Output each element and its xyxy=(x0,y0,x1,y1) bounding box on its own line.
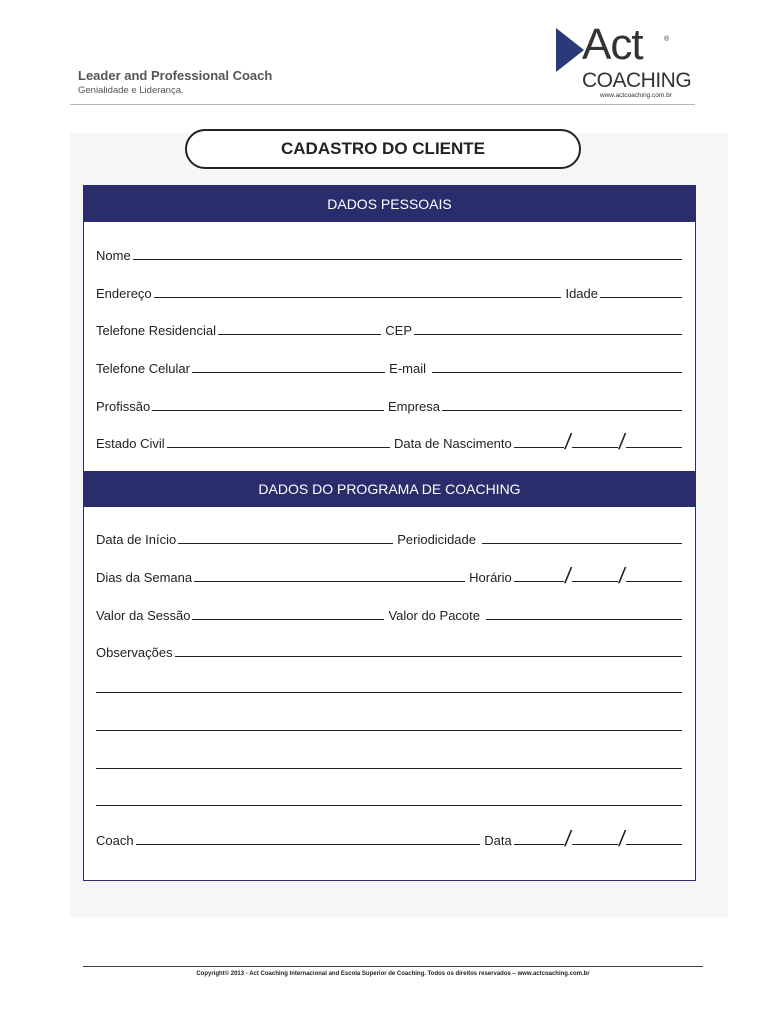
date-separator: / xyxy=(617,429,627,454)
field-periodicidade[interactable] xyxy=(482,543,682,544)
row-endereco xyxy=(96,281,682,301)
field-cep[interactable] xyxy=(414,334,682,335)
label-coach: Coach xyxy=(96,833,134,848)
field-horario-3[interactable] xyxy=(626,581,682,582)
label-idade: Idade xyxy=(565,286,598,301)
field-horario-2[interactable] xyxy=(572,581,618,582)
date-separator: / xyxy=(617,826,627,851)
field-endereco[interactable] xyxy=(154,297,562,298)
label-telefone-residencial: Telefone Residencial xyxy=(96,323,216,338)
label-cep: CEP xyxy=(385,323,412,338)
field-idade[interactable] xyxy=(600,297,682,298)
row-valores xyxy=(96,603,682,623)
field-valor-pacote[interactable] xyxy=(486,619,682,620)
observacoes-line-5[interactable] xyxy=(96,805,682,806)
label-empresa: Empresa xyxy=(387,399,440,414)
label-email: E-mail xyxy=(389,361,426,376)
label-profissao: Profissão xyxy=(96,399,151,414)
section-header-program: DADOS DO PROGRAMA DE COACHING xyxy=(84,471,695,507)
label-periodicidade: Periodicidade xyxy=(397,532,476,547)
label-observacoes: Observações xyxy=(96,645,173,660)
label-nome: Nome xyxy=(96,248,131,263)
row-dias-semana xyxy=(96,563,682,588)
footer-divider xyxy=(83,966,703,967)
field-nascimento-ano[interactable] xyxy=(626,447,682,448)
field-telefone-residencial[interactable] xyxy=(218,334,381,335)
field-nome[interactable] xyxy=(133,259,682,260)
observacoes-line-4[interactable] xyxy=(96,768,682,769)
observacoes-line-3[interactable] xyxy=(96,730,682,731)
label-valor-sessao: Valor da Sessão xyxy=(96,608,191,623)
field-observacoes[interactable] xyxy=(175,656,682,657)
row-nome xyxy=(96,243,682,263)
row-observacoes xyxy=(96,640,682,660)
header-subtitle: Genialidade e Liderança. xyxy=(78,85,184,96)
row-coach xyxy=(96,826,682,851)
section-header-personal: DADOS PESSOAIS xyxy=(84,186,695,222)
row-telefone-residencial xyxy=(96,318,682,338)
logo-brand: Act xyxy=(582,20,643,69)
logo xyxy=(556,20,696,102)
field-data-dia[interactable] xyxy=(514,844,564,845)
field-valor-sessao[interactable] xyxy=(192,619,384,620)
field-profissao[interactable] xyxy=(152,410,384,411)
label-endereco: Endereço xyxy=(96,286,152,301)
label-horario: Horário xyxy=(469,570,512,585)
field-nascimento-mes[interactable] xyxy=(572,447,618,448)
label-valor-pacote: Valor do Pacote xyxy=(388,608,480,623)
header-title: Leader and Professional Coach xyxy=(78,68,273,83)
play-triangle-icon xyxy=(556,28,584,72)
field-email[interactable] xyxy=(432,372,682,373)
field-data-mes[interactable] xyxy=(572,844,618,845)
label-data: Data xyxy=(484,833,512,848)
date-separator: / xyxy=(563,429,573,454)
logo-url: www.actcoaching.com.br xyxy=(600,92,672,99)
date-separator: / xyxy=(563,826,573,851)
row-data-inicio xyxy=(96,527,682,547)
label-data-inicio: Data de Início xyxy=(96,532,177,547)
row-profissao xyxy=(96,394,682,414)
label-dias-semana: Dias da Semana xyxy=(96,570,193,585)
field-horario-1[interactable] xyxy=(514,581,564,582)
field-dias-semana[interactable] xyxy=(194,581,465,582)
field-telefone-celular[interactable] xyxy=(192,372,385,373)
label-estado-civil: Estado Civil xyxy=(96,436,165,451)
logo-registered: ® xyxy=(664,36,670,43)
row-estado-civil xyxy=(96,429,682,454)
time-separator: / xyxy=(617,563,627,588)
footer-copyright: Copyright© 2013 - Act Coaching Internacional and Escola Superior de Coaching. Todos os direitos reservados – www.actcoaching.com.br xyxy=(196,971,590,977)
row-telefone-celular xyxy=(96,356,682,376)
label-data-nascimento: Data de Nascimento xyxy=(393,436,512,451)
field-estado-civil[interactable] xyxy=(167,447,390,448)
time-separator: / xyxy=(563,563,573,588)
field-data-ano[interactable] xyxy=(626,844,682,845)
observacoes-line-2[interactable] xyxy=(96,692,682,693)
header-divider xyxy=(70,104,695,105)
field-coach[interactable] xyxy=(136,844,481,845)
field-data-inicio[interactable] xyxy=(178,543,393,544)
field-empresa[interactable] xyxy=(442,410,682,411)
label-telefone-celular: Telefone Celular xyxy=(96,361,190,376)
form-box xyxy=(83,185,696,881)
logo-coaching: COACHING xyxy=(582,69,692,92)
field-nascimento-dia[interactable] xyxy=(514,447,564,448)
form-title: CADASTRO DO CLIENTE xyxy=(185,129,581,169)
